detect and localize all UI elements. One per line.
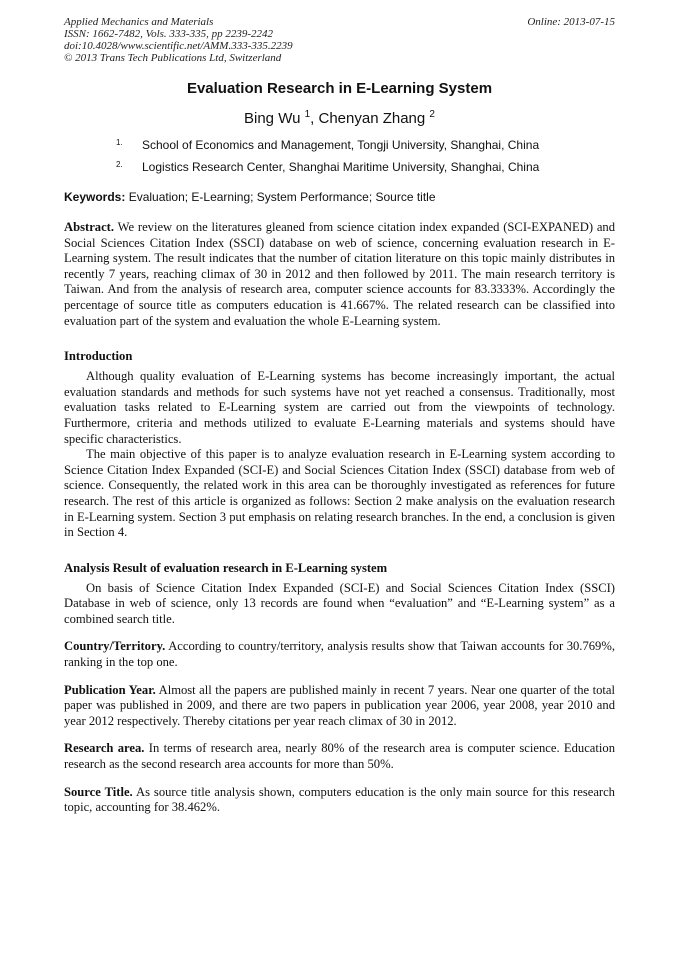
pubyear-label: Publication Year.	[64, 682, 156, 697]
affiliation-text: School of Economics and Management, Tongji University, Shanghai, China	[142, 138, 540, 152]
research-area-text: In terms of research area, nearly 80% of the research area is computer science. Education research as the second research area accounts for more than 50%.	[64, 741, 615, 772]
paper-page	[64, 16, 615, 816]
research-area-label: Research area.	[64, 741, 145, 756]
country-label: Country/Territory.	[64, 639, 166, 654]
introduction-paragraph-1: Although quality evaluation of E-Learning systems has become increasingly important, the actual evaluation standards and methods for such systems have not yet reached a consensus. Traditionally, most evaluation tasks related to E-Learning system are carried out from the viewpoints of technology. Furthermore, criteria and methods utilized to evaluate E-Learning materials and systems should have specific characteristics.	[64, 369, 615, 446]
paper-title: Evaluation Research in E-Learning System	[186, 80, 493, 97]
doi-line: doi:10.4028/www.scientific.net/AMM.333-335.2239	[64, 40, 293, 52]
keywords-label: Keywords:	[64, 190, 126, 204]
copyright-line: © 2013 Trans Tech Publications Ltd, Switzerland	[64, 52, 282, 64]
keywords	[64, 190, 615, 204]
journal-name: Applied Mechanics and Materials	[64, 16, 214, 28]
analysis-paragraph: On basis of Science Citation Index Expanded (SCI-E) and Social Sciences Citation Index (SSCI) Database in web of science, only 13 records are found when “evaluation” and “E-Learning system” as a combined search title.	[64, 580, 615, 626]
research-area-paragraph	[64, 741, 615, 772]
abstract	[64, 220, 615, 329]
author-name: Chenyan Zhang	[318, 110, 426, 127]
keywords-text: Evaluation; E-Learning; System Performance; Source title	[128, 190, 436, 204]
country-paragraph	[64, 639, 615, 670]
author-separator: ,	[310, 110, 319, 127]
author-name: Bing Wu	[244, 110, 301, 127]
abstract-text: We review on the literatures gleaned from science citation index expanded (SCI-EXPANED) and Social Sciences Citation Index (SSCI) database on web of science, concerning evaluation research in E-Learning system. The result indicates that the number of citation literature on this topic mainly distributes in recently 7 years, reaching climax of 30 in 2012 and then followed by 2011. The main research territory is Taiwan. And from the analysis of research area, computer science accounts for 83.3333%. Accordingly the percentage of source title as computers education is 41.667%. The related research can be classified into evaluation part of the system and evaluation the whole E-Learning system.	[64, 220, 616, 328]
analysis-heading: Analysis Result of evaluation research in E-Learning system	[64, 560, 388, 575]
source-title-paragraph	[64, 785, 615, 816]
issn-line: ISSN: 1662-7482, Vols. 333-335, pp 2239-2242	[64, 28, 273, 40]
affiliation-item	[116, 138, 615, 152]
introduction-paragraph-2: The main objective of this paper is to analyze evaluation research in E-Learning system according to Science Citation Index Expanded (SCI-E) and Social Sciences Citation Index (SSCI) database from web of science. Consequently, the related work in this area can be thoroughly investigated as references for future research. The rest of this article is organized as follows: Section 2 make analysis on the evaluation research in E-Learning system. Section 3 put emphasis on relating research branches. In the end, a conclusion is given in Section 4.	[64, 447, 615, 540]
abstract-label: Abstract.	[64, 220, 115, 234]
affiliation-text: Logistics Research Center, Shanghai Maritime University, Shanghai, China	[142, 160, 540, 174]
affiliation-number: 1.	[116, 138, 123, 147]
author-list	[64, 106, 615, 128]
affiliation-list	[116, 138, 615, 174]
pubyear-paragraph	[64, 683, 615, 730]
pubyear-text: Almost all the papers are published mainly in recent 7 years. Near one quarter of the total paper was published in 2009, and there are two papers in publication year 2006, year 2008, year 2010 and year 2012 respectively. Thereby citations per year reach climax of 30 in 2012.	[64, 682, 615, 728]
affiliation-number: 2.	[116, 160, 123, 169]
source-title-label: Source Title.	[64, 784, 133, 799]
source-title-text: As source title analysis shown, computers education is the only main source for this research topic, accounting for 38.462%.	[64, 784, 615, 815]
journal-header	[64, 16, 615, 64]
introduction-heading: Introduction	[64, 349, 133, 364]
online-date: Online: 2013-07-15	[527, 16, 615, 28]
country-text: According to country/territory, analysis results show that Taiwan accounts for 30.769%, ranking in the top one.	[64, 639, 615, 670]
affiliation-item	[116, 160, 615, 174]
author-affil-marker: 1	[304, 109, 311, 120]
author-affil-marker: 2	[429, 109, 435, 120]
